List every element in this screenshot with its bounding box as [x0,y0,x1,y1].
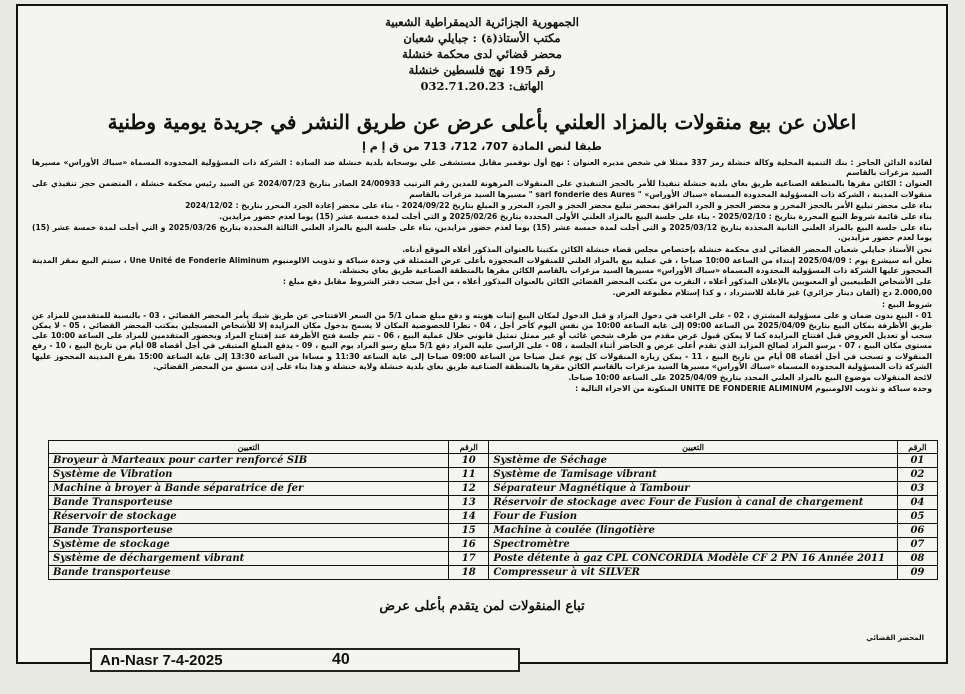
paragraph: نحن الأستاذ جبايلي شعبان المحضر القضائي لدى محكمة خنشلة بإختصاص مجلس قضاء خنشلة الكائن مكتبنا بالعنوان المذكور أعلاه الموقع أدناه. [402,244,932,254]
item-number: 08 [897,552,937,566]
closing-line: تباع المنقولات لمن يتقدم بأعلى عرض [379,599,585,614]
item-number: 07 [897,538,937,552]
page-subtitle: طبقا لنص المادة 707، 712، 713 من ق إ م إ [362,140,602,153]
item-designation: Bande Transporteuse [49,496,449,510]
item-number: 05 [897,510,937,524]
paragraph: بناء على محضر تبليغ الأمر بالحجز المحرر و محضر الحجز و الجرد المرافق بمحضر تبليغ محضر الحجز و الجرد المحرر و المبلغ بتاريخ 2024/09/22 - بناء على محضر إعادة الجرد المحرر بتاريخ : 2024/12/02 [185,200,932,210]
table-row [49,496,938,510]
item-number: 01 [897,454,937,468]
journal-name: An-Nasr 7-4-2025 [100,652,223,669]
item-designation: Système de déchargement vibrant [49,552,449,566]
item-designation: Broyeur à Marteaux pour carter renforcé SIB [49,454,449,468]
item-number: 09 [897,566,937,580]
paragraph: العنوان : الكائن مقرها بالمنطقة الصناعية طريق بغاي بلدية خنشلة تنفيذا للأمر بالحجز التنفيذي على المنقولات المرهونة للمدين رقم الترتيب 24/00933 الصادر بتاريخ 2024/07/23 عن السيد رئيس محكمة خنشلة ، المتضمن حجز تنفيذي على منقولات المدينة ، الشركة ذات المسؤولية المحدودة المسماة «سباك الأوراس» " sarl fonderie des Aures " مسيرها السيد مزغرات بالقاسم [32,179,932,199]
paragraph: نعلن أنه سيشرع يوم : 2025/04/09 إبتداء من الساعة 10:00 صباحا ، في عملية بيع بالمزاد العلني للمنقولات المحجوزة بأعلى عرض المتمثلة في وحدة سباكة و تذويب الالومنيوم Une Unité de Fonderie Aliminum ، سيتم البيع بمقر المدينة المحجوز عليها الشركة ذات المسؤولية المحدودة المسماة «سباك الأوراس» مسيرها السيد مزغرات بالقاسم الكائن مقرها بالمنطقة الصناعية طريق بغاي بخنشلة. [32,255,932,276]
header-address: رقم 195 نهج فلسطين خنشلة [408,63,556,77]
page-title: اعلان عن بيع منقولات بالمزاد العلني بأعلى عرض عن طريق النشر في جريدة يومية وطنية [107,110,857,134]
designation-header: التعيين [49,441,449,454]
page-number: 40 [332,651,350,668]
item-number: 06 [897,524,937,538]
item-designation: Système de stockage [49,538,449,552]
item-designation: Four de Fusion [489,510,897,524]
table-row [49,552,938,566]
item-number: 12 [449,482,489,496]
item-designation: Machine à broyer à Bande séparatrice de fer [49,482,449,496]
item-designation: Système de Vibration [49,468,449,482]
item-designation: Bande Transporteuse [49,524,449,538]
table-row [49,468,938,482]
item-number: 16 [449,538,489,552]
item-designation: Réservoir de stockage [49,510,449,524]
item-number: 17 [449,552,489,566]
header-office: مكتب الأستاذ(ة) : جبايلي شعبان [403,31,561,45]
number-header: الرقم [449,441,489,454]
item-designation: Réservoir de stockage avec Four de Fusion à canal de chargement [489,496,897,510]
table-row [49,454,938,468]
item-designation: Système de Tamisage vibrant [489,468,897,482]
journal-footer [90,648,520,672]
item-number: 04 [897,496,937,510]
announcement-body [32,158,932,395]
items-table [48,440,938,580]
header-phone: الهاتف: 032.71.20.23 [420,79,544,93]
item-number: 13 [449,496,489,510]
header-country: الجمهورية الجزائرية الديمقراطية الشعبية [385,15,579,29]
signature: المحضر القضائي [866,634,924,642]
paragraph: بناء على جلسة البيع بالمزاد العلني الثانية المحددة بتاريخ 2025/03/12 و التي أجلت لمدة خمسة عشر (15) يوما لعدم حضور مزايدين، بناء على جلسة البيع بالمزاد العلني الثالثة المحددة بتاريخ 2025/03/26 و التي أجلت لمدة خمسة عشر (15) يوما لعدم حضور مزايدين. [32,223,932,243]
announcement-page [16,4,948,664]
table-row [49,510,938,524]
item-designation: Système de Séchage [489,454,897,468]
table-row [49,538,938,552]
item-designation: Compresseur à vit SILVER [489,566,897,580]
item-designation: Spectromètre [489,538,897,552]
number-header: الرقم [897,441,937,454]
item-designation: Bande transporteuse [49,566,449,580]
item-number: 18 [449,566,489,580]
item-designation: Poste détente à gaz CPL CONCORDIA Modèle CF 2 PN 16 Année 2011 [489,552,897,566]
header-court: محضر قضائي لدى محكمة خنشلة [402,47,562,61]
paragraph: 01 - البيع بدون ضمان و على مسؤولية المشتري ، 02 - على الراغب في دخول المزاد و قبل الدخول لمكان البيع إثبات هويته و دفع مبلغ ضمان 5/1 من السعر الافتتاحي عن طريق شيك يأمر المحضر القضائي ، 03 - بالنسبة للمتقدمين للمزاد عن طريق الأظرفة بمكان البيع بتاريخ 2025/04/09 من الساعة 09:00 إلى غاية الساعة 10:00 من نفس اليوم كأخر أجل ، 04 - نظرا للخصوصية المكان لا يسمح بدخول مكان المزايدة إلا للأشخاص المسجلين بمكتب المحضر القضائي ، 05 - لا يمكن سحب أو تعديل العروض قبل افتتاح المزايدة كما لا يمكن قبول عرض مقدم من طرف شخص غائب أو غير ممثل تمثيل قانوني خلال عملية البيع ، 06 - تتم جلسة فتح الأظرفة عند إفتتاح المزاد وبحضور المتقدمين للمزاد على الساعة 10:00 على مستوى مكان البيع ، 07 - يرسو المزاد لصالح المزايد الذي تقدم أعلى عرض و الحاضر أثناء الجلسة ، 08 - على الراسي عليه المزاد دفع 5/1 مبلغ رسو المزاد يوم البيع ، 09 - يدفع المبلغ المتبقي في أجل أقصاه 08 أيام من تاريخ البيع ، 10 - رفع المنقولات و تسحب في أجل أقصاه 08 أيام من تاريخ البيع ، 11 - يمكن زيارة المنقولات كل يوم عمل صباحا من الساعة 09:00 صباحا إلى غاية الساعة 11:30 و مساءا من الساعة 13:30 إلى غاية الساعة 15:00 بفرع المدينة المحجوز عليها الشركة ذات المسؤولية المحدودة المسماة «سباك الأوراس» مسيرها السيد مزغرات بالقاسم الكائن مقرها بالمنطقة الصناعية طريق بغاي بلدية خنشلة ولاية خنشلة و هذا بناء على إذن مسبق من المحضر القضائي. [32,310,932,371]
paragraph: 2.000,00 دج (ألفان دينار جزائري) غير قابلة للاسترداد ، و كذا إستلام مطبوعة العرض. [612,288,932,298]
table-row [49,566,938,580]
item-designation: Machine à coulée (lingotière [489,524,897,538]
table-row [49,524,938,538]
paragraph: بناء على قائمة شروط البيع المحررة بتاريخ : 2025/02/10 - بناء على جلسة البيع بالمزاد العلني الأولى المحددة بتاريخ 2025/02/26 و التي أجلت لمدة خمسة عشر (15) يوما لعدم حضور مزايدين. [219,212,932,222]
paragraph: لائحة المنقولات موضوع البيع بالمزاد العلني المحدد بتاريخ 2025/04/09 على الساعة 10:00 صباحا. [568,373,932,383]
item-number: 11 [449,468,489,482]
item-number: 03 [897,482,937,496]
item-number: 02 [897,468,937,482]
designation-header: التعيين [489,441,897,454]
paragraph: وحدة سباكة و تذويب الالومنيوم UNITE DE FONDERIE ALIMINUM المتكونة من الاجزاء التالية : [575,384,932,394]
table-row [49,482,938,496]
item-designation: Séparateur Magnétique à Tambour [489,482,897,496]
item-number: 15 [449,524,489,538]
item-number: 14 [449,510,489,524]
paragraph: شروط البيع : [882,299,932,309]
paragraph: لفائدة الدائن الحاجز : بنك التنمية المحلية وكالة خنشلة رمز 337 ممثلا في شخص مديره العنوان : نهج أول نوفمبر مقابل مستشفى علي بوسحابة بلدية خنشلة ضد السادة : الشركة ذات المسؤولية المحدودة المسماة «سباك الأوراس» مسيرها السيد مزغرات بالقاسم [32,158,932,178]
office-header [18,14,946,94]
paragraph: على الأشخاص الطبيعيين أو المعنويين بالإعلان المذكور أعلاه ، التقرب من مكتب المحضر القضائي الكائن بالعنوان المذكور أعلاه ، من أجل سحب دفتر الشروط مقابل دفع مبلغ : [282,277,932,287]
item-number: 10 [449,454,489,468]
